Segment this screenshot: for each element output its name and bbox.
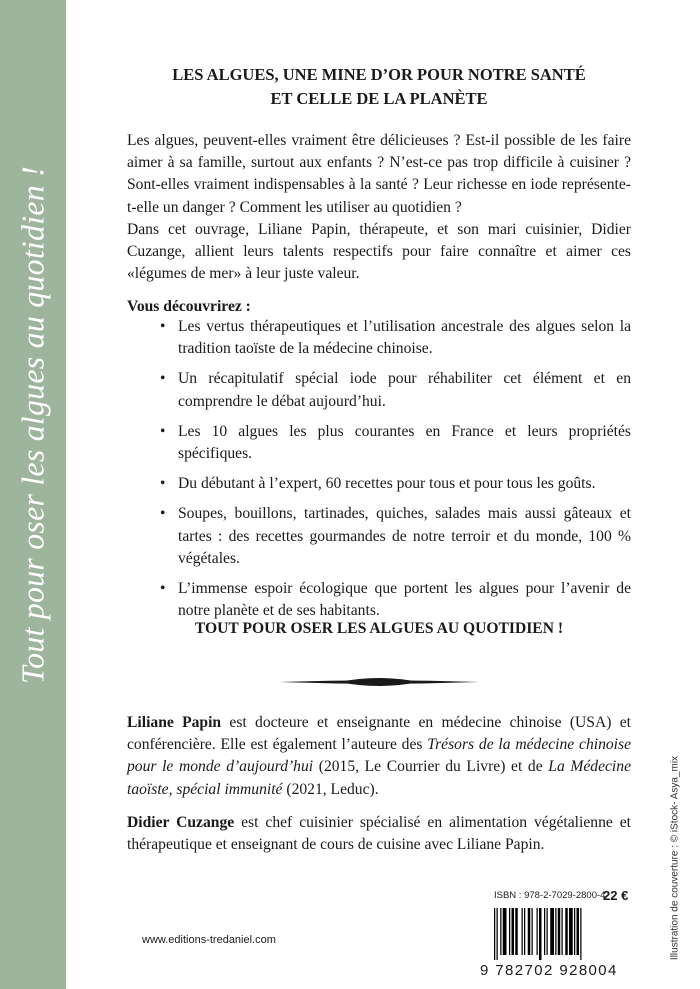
barcode-bar — [539, 908, 542, 960]
title-line-2: ET CELLE DE LA PLANÈTE — [270, 89, 488, 108]
barcode — [492, 908, 618, 960]
barcode-bar — [497, 908, 498, 960]
barcode-bar — [524, 908, 525, 955]
author-name: Didier Cuzange — [127, 814, 235, 831]
barcode-bar — [577, 908, 580, 955]
barcode-bar — [558, 908, 561, 955]
barcode-number: 9 782702 928004 — [480, 962, 618, 979]
barcode-bar — [574, 908, 575, 955]
spine-tagline: Tout pour oser les algues au quotidien ! — [14, 166, 51, 684]
author-bio-didier: Didier Cuzange est chef cuisinier spécialisé en alimentation végétalienne et thérapeutique et enseignant de cours de cuisine avec Liliane Papin. — [127, 814, 631, 854]
title-line-1: LES ALGUES, UNE MINE D’OR POUR NOTRE SANTÉ — [172, 65, 586, 84]
spine-band — [0, 0, 66, 989]
barcode-bar — [537, 908, 538, 955]
list-item: • Un récapitulatif spécial iode pour réhabiliter cet élément et en comprendre le débat aujourd’hui. — [160, 370, 631, 410]
barcode-bar — [515, 908, 518, 955]
barcode-bar — [509, 908, 510, 955]
publisher-website: www.editions-tredaniel.com — [142, 934, 276, 946]
ornament-divider — [279, 675, 479, 689]
barcode-bar — [547, 908, 548, 955]
barcode-bar — [528, 908, 531, 955]
list-item: • L’immense espoir écologique que portent les algues pour l’avenir de notre planète et de ses habitants. — [160, 580, 631, 620]
intro-paragraph-2: Dans cet ouvrage, Liliane Papin, thérapeute, et son mari cuisinier, Didier Cuzange, allient leurs talents respectifs pour faire connaître et aimer ces «légumes de mer» à leur juste valeur. — [127, 220, 631, 283]
back-cover-title — [127, 63, 631, 111]
price-label: 22 € — [603, 888, 629, 903]
cover-illustration-credit: Illustration de couverture : © iStock- Asya_mix — [669, 755, 681, 961]
book-title: La Médecine taoïste, spécial immunité — [127, 758, 631, 798]
book-title: Trésors de la médecine chinoise pour le monde d’aujourd’hui — [127, 736, 631, 776]
intro-paragraph-1: Les algues, peuvent-elles vraiment être délicieuses ? Est-il possible de les faire aimer à sa famille, surtout aux enfants ? N’est-ce pas trop difficile à cuisiner ? Sont-elles vraiment indispensables à la santé ? Leur richesse en iode représente-t-elle un danger ? Comment les utiliser au quotidien ? — [127, 132, 631, 216]
barcode-bar — [569, 908, 573, 955]
barcode-bar — [565, 908, 568, 955]
author-name: Liliane Papin — [127, 714, 222, 731]
list-item: • Soupes, bouillons, tartinades, quiches, salades mais aussi gâteaux et tartes : des recettes gourmandes de notre terroir et du monde, 100 % végétales. — [160, 505, 631, 567]
barcode-bar — [555, 908, 556, 955]
barcode-bar — [503, 908, 507, 955]
author-bio-liliane: Liliane Papin est docteure et enseignante en médecine chinoise (USA) et conférencière. Elle est également l’auteure des Trésors de la médecine chinoise pour le monde d’aujourd’hui (2015, Le Courrier du Livre) et de La Médecine taoïste, spécial immunité (2021, Leduc). — [127, 714, 632, 798]
barcode-bar — [550, 908, 554, 955]
list-item: • Les vertus thérapeutiques et l’utilisation ancestrale des algues selon la tradition taoïste de la médecine chinoise. — [160, 318, 631, 358]
barcode-bar — [494, 908, 495, 960]
list-item: • Du débutant à l’expert, 60 recettes pour tous et pour tous les goûts. — [160, 475, 596, 493]
barcode-bar — [532, 908, 533, 955]
discover-heading: Vous découvrirez : — [127, 298, 251, 315]
barcode-bar — [562, 908, 563, 955]
slogan: TOUT POUR OSER LES ALGUES AU QUOTIDIEN ! — [194, 620, 564, 637]
barcode-bar — [580, 908, 581, 960]
discover-list — [158, 316, 631, 630]
barcode-bar — [544, 908, 545, 955]
barcode-bar — [512, 908, 515, 955]
list-item: • Les 10 algues les plus courantes en France et leurs propriétés spécifiques. — [160, 422, 631, 463]
intro-text — [127, 130, 631, 285]
barcode-bar — [500, 908, 501, 955]
isbn-label: ISBN : 978-2-7029-2800-4 — [494, 890, 606, 901]
barcode-bar — [522, 908, 523, 955]
